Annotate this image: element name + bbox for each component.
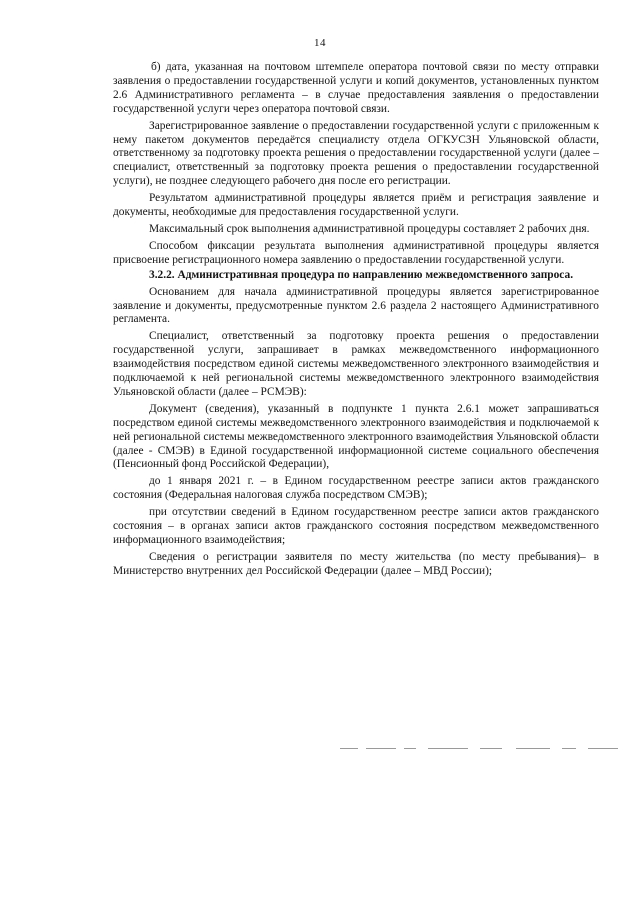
paragraph-document-request: Документ (сведения), указанный в подпункте 1 пункта 2.6.1 может запрашиваться посредством единой системы межведомственного электронного взаимодействия и подключаемой к ней региональной системы межведомственного электронного взаимодействия Ульяновской области (далее - СМЭВ) в Единой государственной информационной системе социального обеспечения (Пенсионный фонд Российской Федерации), xyxy=(113,402,599,471)
body-text xyxy=(113,61,599,579)
paragraph-procedure-basis: Основанием для начала административной процедуры является зарегистрированное заявление и документы, предусмотренные пунктом 2.6 раздела 2 настоящего Административного регламента. xyxy=(113,285,599,326)
paragraph-procedure-result: Результатом административной процедуры является приём и регистрация заявление и документы, необходимые для предоставления государственной услуги. xyxy=(113,192,599,219)
page-number: 14 xyxy=(314,37,326,49)
paragraph-postmark-date: б) дата, указанная на почтовом штемпеле оператора почтовой связи по месту отправки заявления о предоставлении государственной услуги и копий документов, установленных пунктом 2.6 Административного регламента – в случае предоставления заявления о предоставлении государственной услуги через оператора почтовой связи. xyxy=(113,61,599,115)
paragraph-civil-registry-2021: до 1 января 2021 г. – в Едином государственном реестре записи актов гражданского состояния (Федеральная налоговая служба посредством СМЭВ); xyxy=(113,475,599,502)
scan-artifact-line xyxy=(340,748,630,752)
paragraph-specialist-requests: Специалист, ответственный за подготовку проекта решения о предоставлении государственной услуги, запрашивает в рамках межведомственного информационного взаимодействия посредством единой системы межведомственного электронного взаимодействия и подключаемой к ней региональной системы межведомственного электронного взаимодействия Ульяновской области (далее – РСМЭВ): xyxy=(113,330,599,398)
paragraph-civil-registry-absent: при отсутствии сведений в Едином государственном реестре записи актов гражданского состояния – в органах записи актов гражданского состояния посредством межведомственного информационного взаимодействия; xyxy=(113,506,599,546)
paragraph-max-duration: Максимальный срок выполнения административной процедуры составляет 2 рабочих дня. xyxy=(149,222,590,235)
paragraph-fixation-method: Способом фиксации результата выполнения административной процедуры является присвоение регистрационного номера заявлению о предоставлении государственной услуги. xyxy=(113,239,599,266)
section-heading-3-2-2: 3.2.2. Административная процедура по направлению межведомственного запроса. xyxy=(149,268,574,281)
paragraph-residence-registration: Сведения о регистрации заявителя по месту жительства (по месту пребывания)– в Министерство внутренних дел Российской Федерации (далее – МВД России); xyxy=(113,550,599,577)
paragraph-registered-application: Зарегистрированное заявление о предоставлении государственной услуги с приложенным к нему пакетом документов передаётся специалисту отдела ОГКУСЗН Ульяновской области, ответственному за подготовку проекта решения о предоставлении государственной услуги (далее – специалист, ответственный за подготовку проекта решения о предоставлении государственной услуги), не позднее следующего рабочего дня после его регистрации. xyxy=(113,119,599,188)
